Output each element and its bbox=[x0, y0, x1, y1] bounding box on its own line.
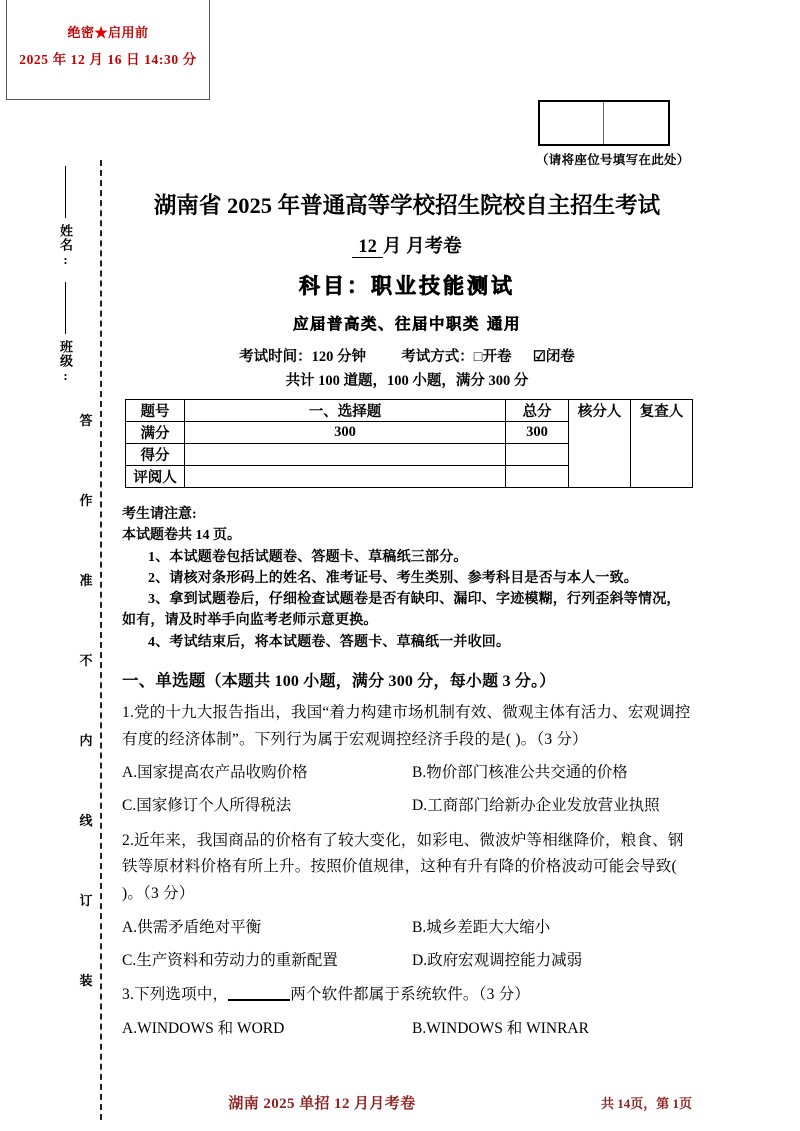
list-item: 3、拿到试题卷后，仔细检查试题卷是否有缺印、漏印、字迹模糊，行列歪斜等情况，如有，请及时举手向监考老师示意更换。 bbox=[122, 592, 681, 629]
classification-level: 绝密 bbox=[67, 25, 95, 40]
table-row bbox=[126, 400, 693, 422]
score-row-label-0: 题号 bbox=[126, 400, 185, 422]
closed-book-checkbox[interactable]: ☑ bbox=[532, 349, 546, 365]
sealing-line-area bbox=[52, 160, 112, 1120]
question-1-options-row-2 bbox=[122, 794, 692, 819]
seal-name-label: 姓名: bbox=[58, 224, 73, 268]
question-3-blank[interactable] bbox=[228, 999, 290, 1001]
notice-list bbox=[122, 547, 692, 653]
month-line bbox=[122, 232, 692, 258]
footer-paper-name: 湖南 2025 单招 12 月月考卷 bbox=[228, 1096, 416, 1112]
score-row-label-2: 得分 bbox=[126, 444, 185, 466]
question-2-options-row-1 bbox=[122, 916, 692, 941]
subject-label: 科目： bbox=[299, 274, 371, 298]
score-table bbox=[125, 399, 693, 488]
subject-line bbox=[122, 270, 692, 300]
sealing-dashed-line bbox=[100, 160, 102, 1120]
question-2-option-a[interactable]: A.供需矛盾绝对平衡 bbox=[122, 918, 262, 936]
question-3-stem bbox=[122, 982, 692, 1009]
seal-char-2: 准 bbox=[79, 573, 93, 588]
seal-char-7: 装 bbox=[79, 973, 93, 988]
name-write-line bbox=[65, 166, 66, 218]
candidate-category: 应届普高类、往届中职类 通用 bbox=[293, 315, 521, 333]
exam-meta-line bbox=[122, 345, 692, 366]
score-checker-header[interactable]: 核分人 bbox=[569, 400, 631, 488]
classification-suffix: 启用前 bbox=[108, 25, 149, 40]
seal-char-1: 作 bbox=[79, 493, 93, 508]
footer-page-number: 共 14页，第 1页 bbox=[600, 1096, 692, 1111]
month-unit: 月 bbox=[382, 237, 402, 257]
score-section-earned[interactable] bbox=[185, 444, 506, 466]
score-row-label-1: 满分 bbox=[126, 422, 185, 444]
score-section-header: 一、选择题 bbox=[185, 400, 506, 422]
classification-datetime: 2025 年 12 月 16 日 14:30 分 bbox=[19, 52, 197, 67]
question-1-text: 党的十九大报告指出，我国“着力构建市场机制有效、微观主体有活力、宏观调控有度的经济体制”。下列行为属于宏观调控经济手段的是( )。（3 分） bbox=[122, 703, 691, 748]
question-1-option-c[interactable]: C.国家修订个人所得税法 bbox=[122, 796, 292, 814]
paper-type: 月考卷 bbox=[406, 237, 462, 257]
candidate-notice bbox=[122, 504, 692, 653]
seal-char-3: 不 bbox=[79, 653, 93, 668]
score-total-full: 300 bbox=[506, 422, 569, 444]
seal-char-5: 线 bbox=[79, 813, 93, 828]
open-book-label: 开卷 bbox=[482, 349, 512, 365]
notice-heading: 考生请注意: bbox=[122, 507, 197, 522]
score-section-full: 300 bbox=[185, 422, 506, 444]
question-1-option-b[interactable]: B.物价部门核准公共交通的价格 bbox=[412, 764, 628, 782]
question-3-text-after: 两个软件都属于系统软件。（3 分） bbox=[290, 986, 531, 1004]
seal-char-0: 答 bbox=[79, 413, 93, 428]
notice-pages: 本试题卷共 14 页。 bbox=[122, 528, 241, 544]
question-2-stem bbox=[122, 828, 692, 908]
score-total-grader[interactable] bbox=[506, 466, 569, 488]
exam-totals-line: 共计 100 道题，100 小题，满分 300 分 bbox=[285, 373, 529, 389]
page-footer bbox=[122, 1092, 692, 1113]
seal-class-label: 班级: bbox=[58, 340, 73, 384]
question-2 bbox=[122, 828, 692, 974]
question-1-options-row-1 bbox=[122, 761, 692, 786]
seal-char-4: 内 bbox=[79, 733, 93, 748]
class-write-line bbox=[65, 282, 66, 334]
question-3-options-row-1 bbox=[122, 1017, 692, 1042]
star-icon: ★ bbox=[94, 25, 108, 40]
method-label: 考试方式： bbox=[401, 349, 474, 365]
page-title: 湖南省 2025 年普通高等学校招生院校自主招生考试 bbox=[153, 193, 661, 218]
question-2-option-d[interactable]: D.政府宏观调控能力减弱 bbox=[412, 951, 583, 969]
score-row-label-3: 评阅人 bbox=[126, 466, 185, 488]
question-1-option-a[interactable]: A.国家提高农产品收购价格 bbox=[122, 764, 308, 782]
question-3 bbox=[122, 982, 692, 1041]
question-1-number: 1. bbox=[122, 703, 135, 721]
question-3-text-before: 下列选项中， bbox=[134, 986, 229, 1004]
section-note: （本题共 100 小题，满分 300 分，每小题 3 分。） bbox=[205, 672, 556, 690]
question-2-number: 2. bbox=[122, 831, 135, 849]
section-heading bbox=[122, 667, 692, 691]
question-1 bbox=[122, 700, 692, 819]
list-item: 4、考试结束后，将本试题卷、答题卡、草稿纸一并收回。 bbox=[148, 634, 511, 650]
list-item: 2、请核对条形码上的姓名、准考证号、考生类别、参考科目是否与本人一致。 bbox=[148, 570, 638, 586]
duration-label: 考试时间： bbox=[239, 349, 312, 365]
score-total-earned[interactable] bbox=[506, 444, 569, 466]
question-2-options-row-2 bbox=[122, 949, 692, 974]
section-title: 一、单选题 bbox=[122, 670, 206, 690]
question-2-option-c[interactable]: C.生产资料和劳动力的重新配置 bbox=[122, 951, 338, 969]
seal-char-6: 订 bbox=[79, 893, 93, 908]
closed-book-label: 闭卷 bbox=[545, 349, 575, 365]
list-item: 1、本试题卷包括试题卷、答题卡、草稿纸三部分。 bbox=[148, 549, 468, 565]
question-3-number: 3. bbox=[122, 986, 135, 1004]
score-reviewer-header[interactable]: 复查人 bbox=[631, 400, 693, 488]
duration-value: 120 分钟 bbox=[311, 349, 367, 365]
paper-content bbox=[122, 0, 692, 1042]
score-total-header: 总分 bbox=[506, 400, 569, 422]
month-number: 12 bbox=[352, 237, 383, 258]
question-1-option-d[interactable]: D.工商部门给新办企业发放营业执照 bbox=[412, 796, 660, 814]
score-section-grader[interactable] bbox=[185, 466, 506, 488]
question-3-option-a[interactable]: A.WINDOWS 和 WORD bbox=[122, 1019, 285, 1037]
open-book-checkbox[interactable]: □ bbox=[473, 349, 483, 365]
question-2-option-b[interactable]: B.城乡差距大大缩小 bbox=[412, 918, 551, 936]
question-1-stem bbox=[122, 700, 692, 753]
question-2-text: 近年来，我国商品的价格有了较大变化，如彩电、微波炉等相继降价，粮食、钢铁等原材料价格有所上升。按照价值规律，这种有升有降的价格波动可能会导致( )。（3 分） bbox=[122, 831, 684, 903]
seat-number-caption: （请将座位号填写在此处） bbox=[536, 153, 690, 167]
subject-name: 职业技能测试 bbox=[371, 274, 515, 298]
question-3-option-b[interactable]: B.WINDOWS 和 WINRAR bbox=[412, 1019, 589, 1037]
